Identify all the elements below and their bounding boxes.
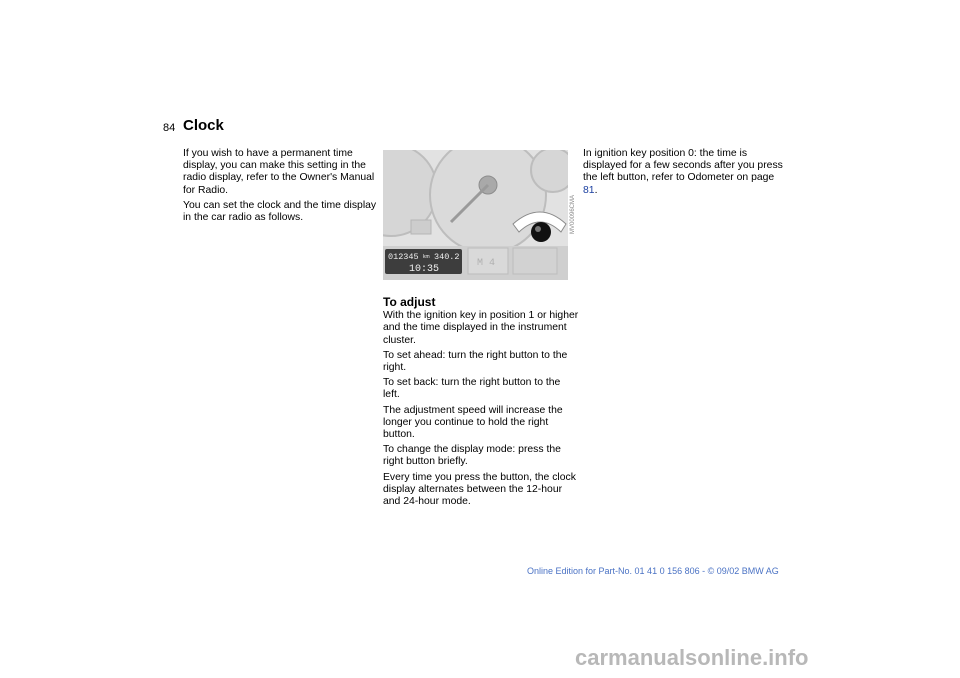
ignition-text: In ignition key position 0: the time is displayed for a few seconds after you press the left button, refer to Odometer on page (583, 148, 783, 184)
footer-edition-note: Online Edition for Part-No. 01 41 0 156 806 - © 09/02 BMW AG (527, 566, 779, 576)
trip-unit: km (423, 254, 430, 260)
adjust-paragraph: With the ignition key in position 1 or higher and the time displayed in the instrument cluster. (383, 310, 579, 346)
ignition-paragraph (583, 148, 783, 197)
page-81-link[interactable]: 81 (583, 184, 595, 196)
intro-column (183, 148, 379, 227)
clock-readout: 10:35 (409, 264, 440, 275)
adjust-paragraph: To set back: turn the right button to the left. (383, 377, 561, 401)
page-title: Clock (183, 117, 224, 134)
trip-readout: 340.2 (434, 252, 460, 262)
adjust-paragraph: The adjustment speed will increase the longer you continue to hold the right button. (383, 404, 563, 441)
ignition-text-end: . (594, 184, 598, 196)
figure-code: MV00096CMA (570, 194, 576, 234)
adjust-heading: To adjust (383, 295, 436, 309)
gear-indicator: M 4 (477, 258, 496, 269)
adjust-paragraph: Every time you press the button, the clock display alternates between the 12-hour and 24-hour mode. (383, 471, 576, 508)
adjust-paragraph: To change the display mode: press the right button briefly. (383, 444, 561, 468)
watermark: carmanualsonline.info (575, 645, 809, 670)
odometer-readout: 012345 (388, 252, 419, 262)
page-number: 84 (163, 122, 176, 134)
adjust-column (383, 296, 579, 511)
intro-paragraph: You can set the clock and the time display in the car radio as follows. (183, 199, 377, 224)
ignition-column (583, 148, 783, 200)
instrument-cluster-figure (383, 150, 568, 280)
intro-paragraph: If you wish to have a permanent time display, you can make this setting in the radio display, refer to the Owner's Manual for Radio. (183, 148, 375, 196)
adjust-paragraph: To set ahead: turn the right button to the right. (383, 349, 568, 374)
instrument-cluster-illustration (383, 150, 568, 280)
